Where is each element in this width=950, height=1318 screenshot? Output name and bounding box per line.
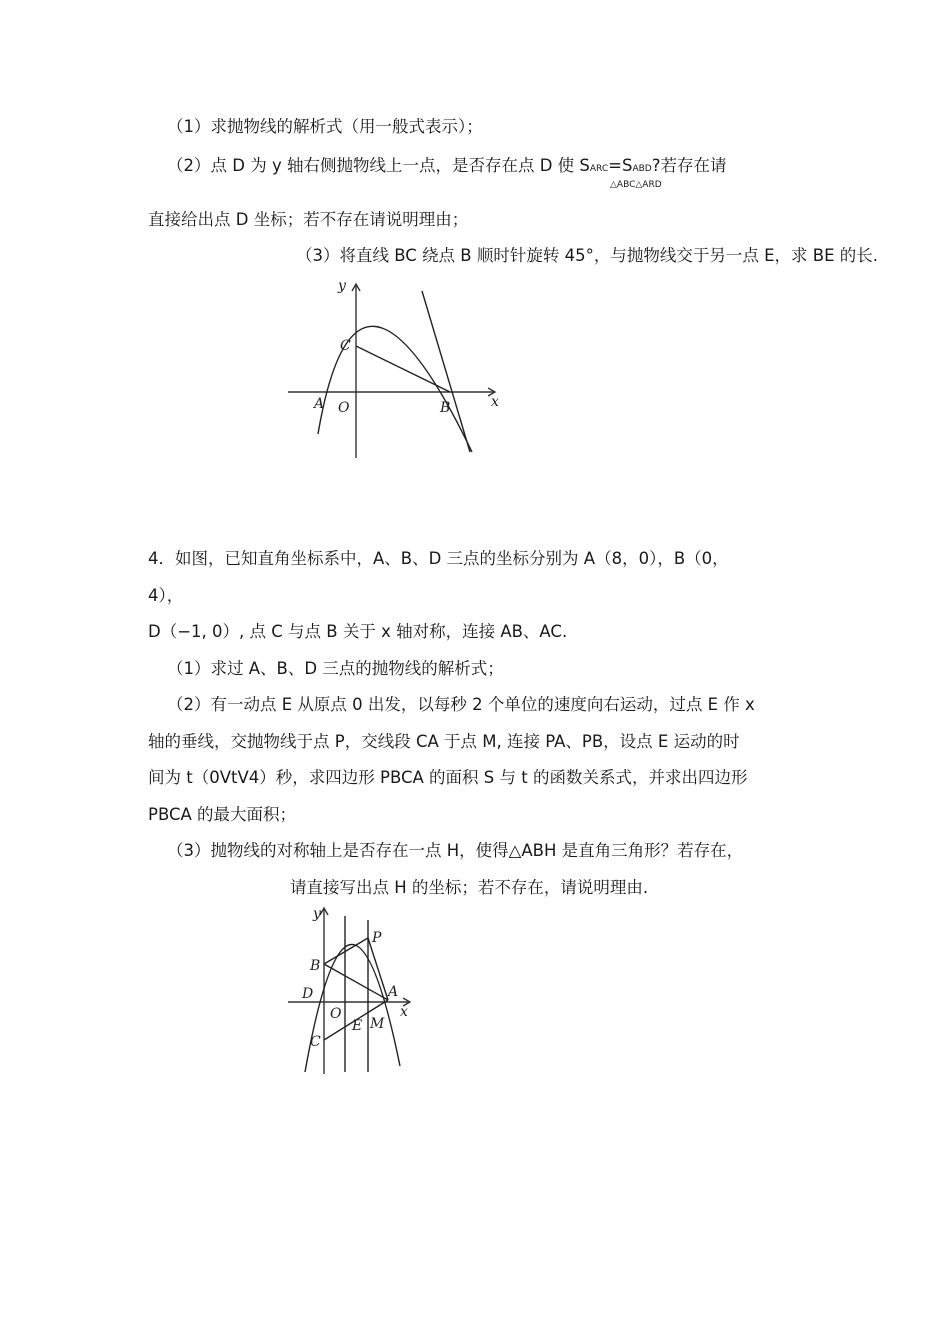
label-d: D [302,986,314,1002]
label-b: B [440,400,451,416]
label-x: x [491,394,499,410]
label-y-2: y [313,906,321,922]
question-4-intro-3: D（−1, 0）, 点 C 与点 B 关于 x 轴对称，连接 AB、AC. [148,622,568,641]
label-x-2: x [400,1004,408,1020]
label-a-2: A [388,984,399,1000]
label-c-2: C [310,1034,321,1050]
question-3-2: （2）点 D 为 y 轴右侧抛物线上一点，是否存在点 D 使 SARC=SABD?若存在请 [167,156,727,175]
label-y: y [338,278,346,294]
segment-bp [324,938,368,964]
label-a: A [314,396,325,412]
label-o-2: O [330,1006,342,1022]
label-p: P [372,930,382,946]
question-4-2-b: 轴的垂线，交抛物线于点 P，交线段 CA 于点 M, 连接 PA、PB，设点 E 运动的时 [148,732,740,751]
question-4-2-a: （2）有一动点 E 从原点 0 出发，以每秒 2 个单位的速度向右运动，过点 E 作 x [167,695,755,714]
question-4-2-d: PBCA 的最大面积； [148,805,297,824]
label-o: O [338,400,350,416]
label-c: C [340,338,351,354]
question-4-intro-2: 4）， [148,586,184,605]
question-3-3: （3）将直线 BC 绕点 B 顺时针旋转 45°，与抛物线交于另一点 E，求 BE 的长. [296,246,878,265]
question-4-3-b: 请直接写出点 H 的坐标；若不存在，请说明理由. [290,878,649,897]
label-m: M [370,1016,385,1032]
question-4-intro-1: 4．如图，已知直角坐标系中，A、B、D 三点的坐标分别为 A（8，0），B（0， [148,549,729,568]
question-3-2-cont: 直接给出点 D 坐标；若不存在请说明理由； [148,210,469,229]
question-4-3-a: （3）抛物线的对称轴上是否存在一点 H，使得△ABH 是直角三角形？若存在， [167,841,744,860]
question-3-1: （1）求抛物线的解析式（用一般式表示）； [167,117,483,136]
label-e: E [352,1018,363,1034]
question-4-2-c: 间为 t（0VtV4）秒，求四边形 PBCA 的面积 S 与 t 的函数关系式，并求出四边形 [148,768,748,787]
triangle-subscript-note: △ABC△ARD [610,180,662,190]
question-4-1: （1）求过 A、B、D 三点的抛物线的解析式； [167,659,504,678]
label-b-2: B [310,958,321,974]
